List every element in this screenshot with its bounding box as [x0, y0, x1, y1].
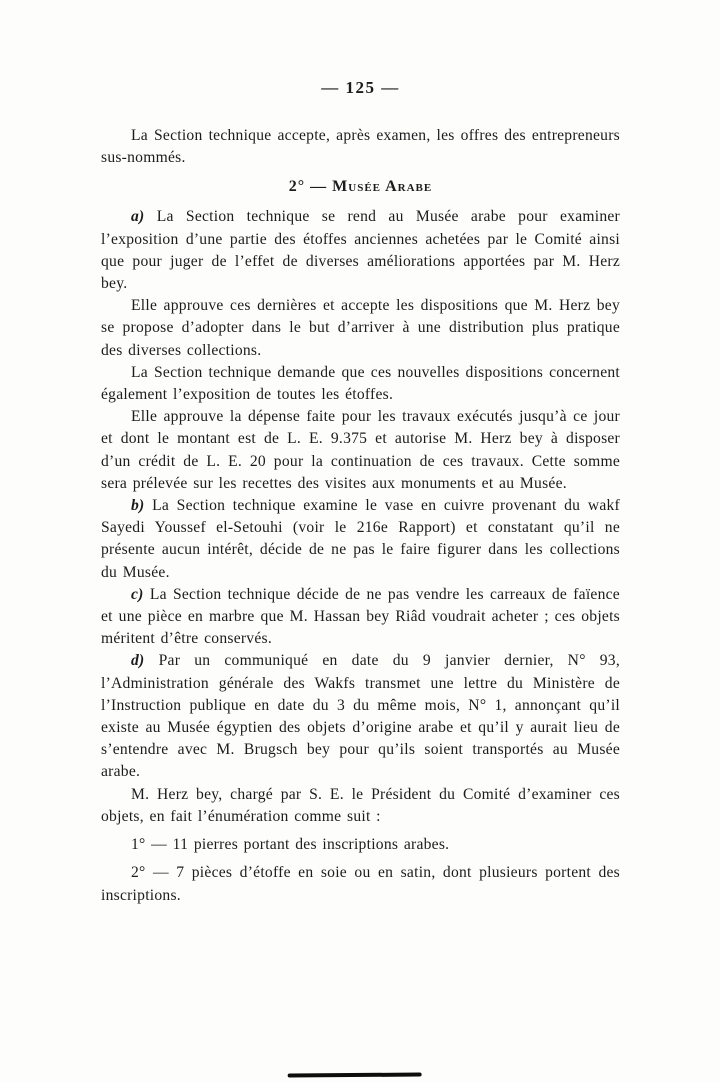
item-marker-a: a) — [131, 208, 145, 226]
paragraph-herz-enumeration: M. Herz bey, chargé par S. E. le Président du Comité d’examiner ces objets, en fait l’énumération comme suit : — [101, 785, 620, 825]
paragraph-b-text: La Section technique examine le vase en cuivre provenant du wakf Sayedi Youssef el-Setouhi (voir le 216e Rapport) et constatant qu’il ne présente aucun intérêt, décide de ne pas le faire figurer dans les collections du Musée. — [101, 497, 620, 581]
page-number: — 125 — — [321, 78, 400, 97]
paragraph-demande: La Section technique demande que ces nouvelles dispositions concernent également l’exposition de toutes les étoffes. — [101, 363, 620, 404]
enumeration-item-1: 1° — 11 pierres portant des inscriptions arabes. — [131, 836, 450, 854]
item-marker-d: d) — [131, 652, 145, 670]
scan-artifact-line — [288, 1073, 422, 1078]
paragraph-d — [101, 650, 620, 783]
paragraph-c-text: La Section technique décide de ne pas vendre les carreaux de faïence et une pièce en marbre que M. Hassan bey Riâd voudrait acheter ; ces objets méritent d’être conservés. — [101, 585, 620, 648]
paragraph-a — [101, 206, 620, 295]
paragraph-c — [101, 584, 620, 651]
paragraph-a-text: La Section technique se rend au Musée arabe pour examiner l’exposition d’une partie des étoffes anciennes achetées par le Comité ainsi que pour juger de l’effet de diverses améliorations apportées par M. Herz bey. — [101, 208, 620, 293]
item-marker-b: b) — [131, 497, 145, 515]
item-marker-c: c) — [131, 585, 144, 603]
section-heading: 2° — Musée Arabe — [288, 178, 433, 196]
paragraph-intro: La Section technique accepte, après examen, les offres des entrepreneurs sus-nommés. — [101, 127, 620, 167]
paragraph-d-text: Par un communiqué en date du 9 janvier dernier, N° 93, l’Administration générale des Wakfs transmet une lettre du Ministère de l’Instruction publique en date du 3 du même mois, N° 1, annonçant qu’il existe au Musée égyptien des objets d’origine arabe et qu’il y aurait lieu de s’entendre avec M. Brugsch bey pour qu’ils soient transportés au Musée arabe. — [101, 652, 621, 781]
paragraph-approval: Elle approuve ces dernières et accepte les dispositions que M. Herz bey se propose d’adopter dans le but d’arriver à une distribution plus pratique des diverses collections. — [101, 297, 620, 359]
paragraph-b — [101, 495, 620, 584]
enumeration-item-2: 2° — 7 pièces d’étoffe en soie ou en satin, dont plusieurs portent des inscriptions. — [101, 864, 620, 904]
paragraph-depense: Elle approuve la dépense faite pour les travaux exécutés jusqu’à ce jour et dont le montant est de L. E. 9.375 et autorise M. Herz bey à disposer d’un crédit de L. E. 20 pour la continuation de ces travaux. Cette somme sera prélevée sur les recettes des visites aux monuments et au Musée. — [101, 408, 620, 492]
page-body — [101, 125, 620, 907]
